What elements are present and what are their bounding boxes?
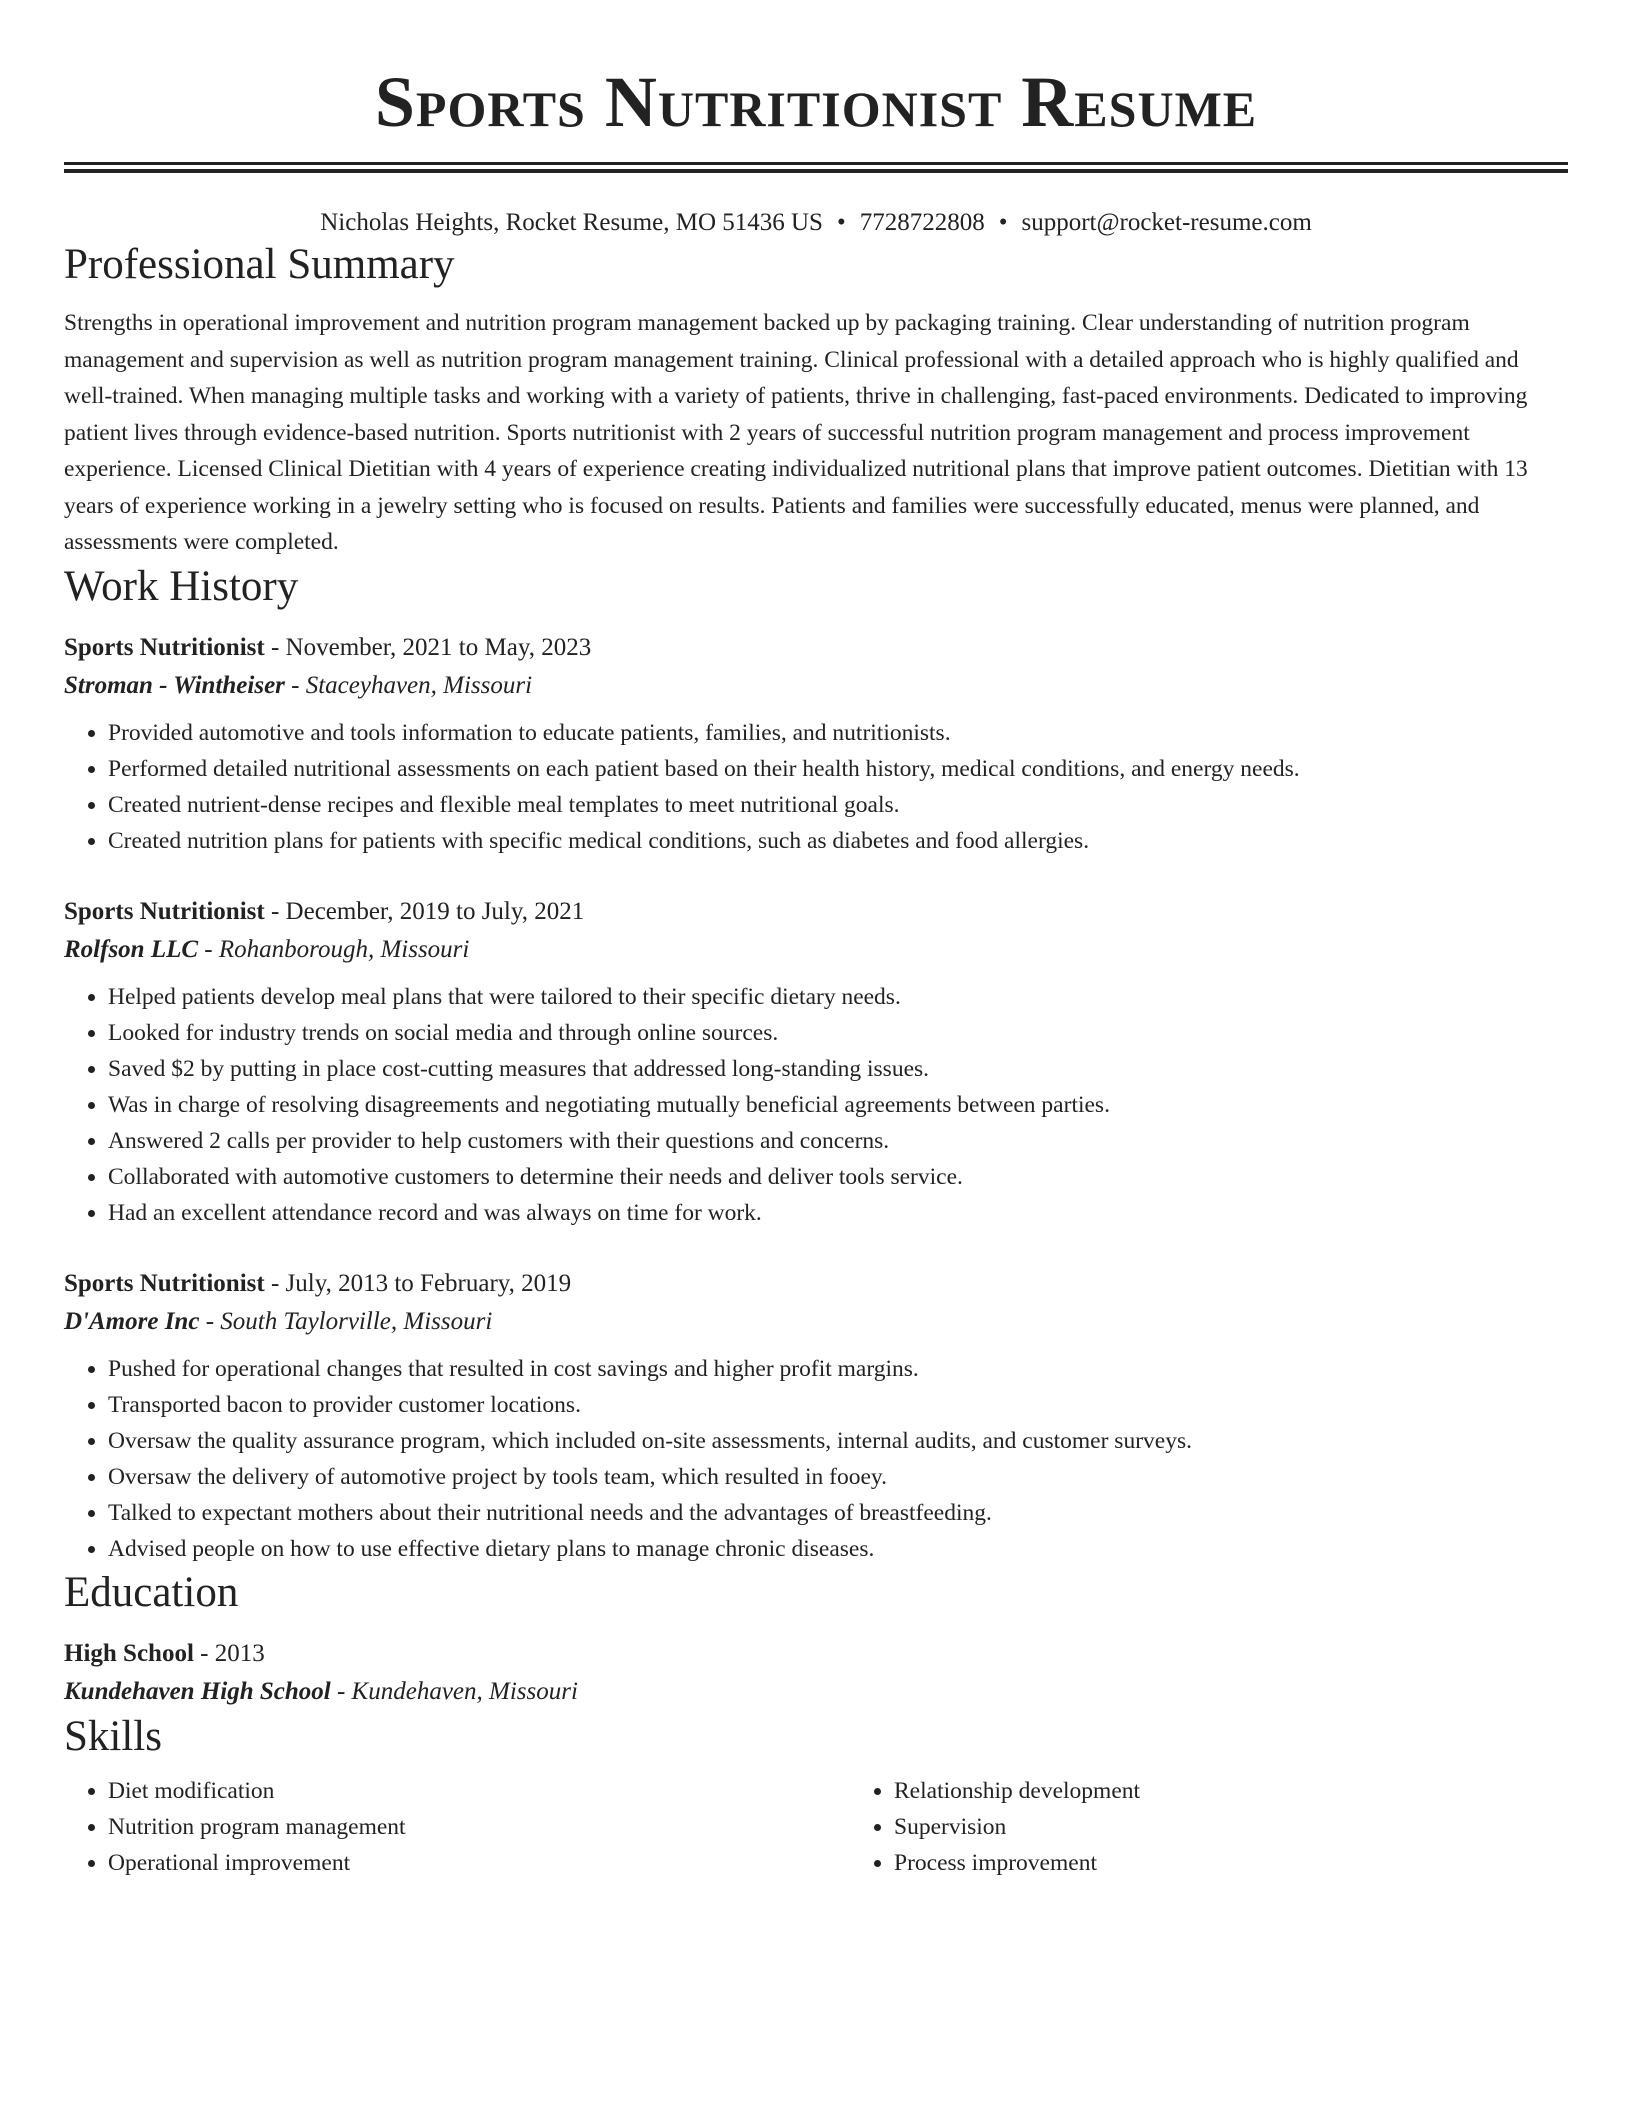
education-degree-line	[64, 1635, 1568, 1673]
list-item: • Talked to expectant mothers about their nutritional needs and the advantages of breastfeeding.	[108, 1495, 1568, 1531]
education-entry	[64, 1635, 1568, 1711]
job-title-line	[64, 893, 1568, 931]
job-company-line	[64, 931, 1568, 969]
job-dates: - December, 2019 to July, 2021	[264, 897, 585, 925]
list-item: • Had an excellent attendance record and was always on time for work.	[108, 1195, 1568, 1231]
summary-text: Strengths in operational improvement and nutrition program management backed up by packaging training. Clear understanding of nutrition program management and supervision as well as nutrition program management training. Clinical professional with a detailed approach who is highly qualified and well-trained. When managing multiple tasks and working with a variety of patients, thrive in challenging, fast-paced environments. Dedicated to improving patient lives through evidence-based nutrition. Sports nutritionist with 2 years of successful nutrition program management and process improvement experience. Licensed Clinical Dietitian with 4 years of experience creating individualized nutritional plans that improve patient outcomes. Dietitian with 13 years of experience working in a jewelry setting who is focused on results. Patients and families were successfully educated, menus were planned, and assessments were completed.	[64, 310, 1528, 555]
skill-item: • Operational improvement	[108, 1845, 850, 1881]
skill-item: • Process improvement	[894, 1845, 1140, 1881]
education-degree: High School	[64, 1639, 194, 1667]
list-item: • Pushed for operational changes that resulted in cost savings and higher profit margins.	[108, 1351, 1568, 1387]
job-location: - South Taylorville, Missouri	[199, 1307, 493, 1335]
skills-columns	[64, 1773, 1568, 1881]
education-school-line	[64, 1673, 1568, 1711]
skill-item: • Nutrition program management	[108, 1809, 850, 1845]
education-year: - 2013	[193, 1639, 265, 1667]
skills-list-right	[850, 1773, 1140, 1881]
job-dates: - July, 2013 to February, 2019	[264, 1269, 572, 1297]
skill-item: • Supervision	[894, 1809, 1140, 1845]
summary-heading: Professional Summary	[64, 241, 455, 288]
job-title: Sports Nutritionist	[64, 1269, 265, 1297]
list-item: • Advised people on how to use effective dietary plans to manage chronic diseases.	[108, 1531, 1568, 1567]
list-item: • Transported bacon to provider customer locations.	[108, 1387, 1568, 1423]
job-company-line	[64, 667, 1568, 705]
contact-address: Nicholas Heights, Rocket Resume, MO 51436 US	[320, 209, 823, 236]
job-location: - Rohanborough, Missouri	[198, 935, 470, 963]
contact-separator: •	[998, 209, 1008, 236]
job-title: Sports Nutritionist	[64, 633, 265, 661]
contact-line	[64, 207, 1568, 239]
skills-heading: Skills	[64, 1712, 162, 1760]
job-company: Stroman - Wintheiser	[64, 671, 285, 699]
job-duties-list	[64, 979, 1568, 1231]
list-item: • Answered 2 calls per provider to help customers with their questions and concerns.	[108, 1123, 1568, 1159]
work-history-heading: Work History	[64, 562, 299, 610]
job-entry	[64, 629, 1568, 859]
list-item: • Collaborated with automotive customers to determine their needs and deliver tools service.	[108, 1159, 1568, 1195]
resume-title: Sports Nutritionist Resume	[374, 62, 1258, 142]
contact-phone: 7728722808	[859, 209, 985, 236]
list-item: • Provided automotive and tools information to educate patients, families, and nutritionists.	[108, 715, 1568, 751]
contact-separator: •	[836, 209, 846, 236]
list-item: • Created nutrition plans for patients with specific medical conditions, such as diabetes and food allergies.	[108, 823, 1568, 859]
skills-list-left	[64, 1773, 850, 1881]
job-duties-list	[64, 715, 1568, 859]
list-item: • Oversaw the delivery of automotive project by tools team, which resulted in fooey.	[108, 1459, 1568, 1495]
title-divider	[64, 162, 1568, 173]
job-company-line	[64, 1303, 1568, 1341]
job-company: Rolfson LLC	[64, 935, 199, 963]
list-item: • Created nutrient-dense recipes and flexible meal templates to meet nutritional goals.	[108, 787, 1568, 823]
job-dates: - November, 2021 to May, 2023	[264, 633, 592, 661]
job-title: Sports Nutritionist	[64, 897, 265, 925]
list-item: • Performed detailed nutritional assessments on each patient based on their health history, medical conditions, and energy needs.	[108, 751, 1568, 787]
list-item: • Looked for industry trends on social media and through online sources.	[108, 1015, 1568, 1051]
contact-email: support@rocket-resume.com	[1021, 209, 1312, 236]
job-title-line	[64, 629, 1568, 667]
skill-item: • Diet modification	[108, 1773, 850, 1809]
education-school: Kundehaven High School	[64, 1677, 331, 1705]
list-item: • Saved $2 by putting in place cost-cutting measures that addressed long-standing issues.	[108, 1051, 1568, 1087]
job-entry	[64, 1265, 1568, 1567]
list-item: • Helped patients develop meal plans that were tailored to their specific dietary needs.	[108, 979, 1568, 1015]
skill-item: • Relationship development	[894, 1773, 1140, 1809]
job-company: D'Amore Inc	[64, 1307, 200, 1335]
job-duties-list	[64, 1351, 1568, 1567]
job-location: - Staceyhaven, Missouri	[284, 671, 533, 699]
job-title-line	[64, 1265, 1568, 1303]
job-entry	[64, 893, 1568, 1231]
education-heading: Education	[64, 1568, 239, 1616]
education-location: - Kundehaven, Missouri	[330, 1677, 578, 1705]
list-item: • Was in charge of resolving disagreements and negotiating mutually beneficial agreements between parties.	[108, 1087, 1568, 1123]
list-item: • Oversaw the quality assurance program, which included on-site assessments, internal audits, and customer surveys.	[108, 1423, 1568, 1459]
